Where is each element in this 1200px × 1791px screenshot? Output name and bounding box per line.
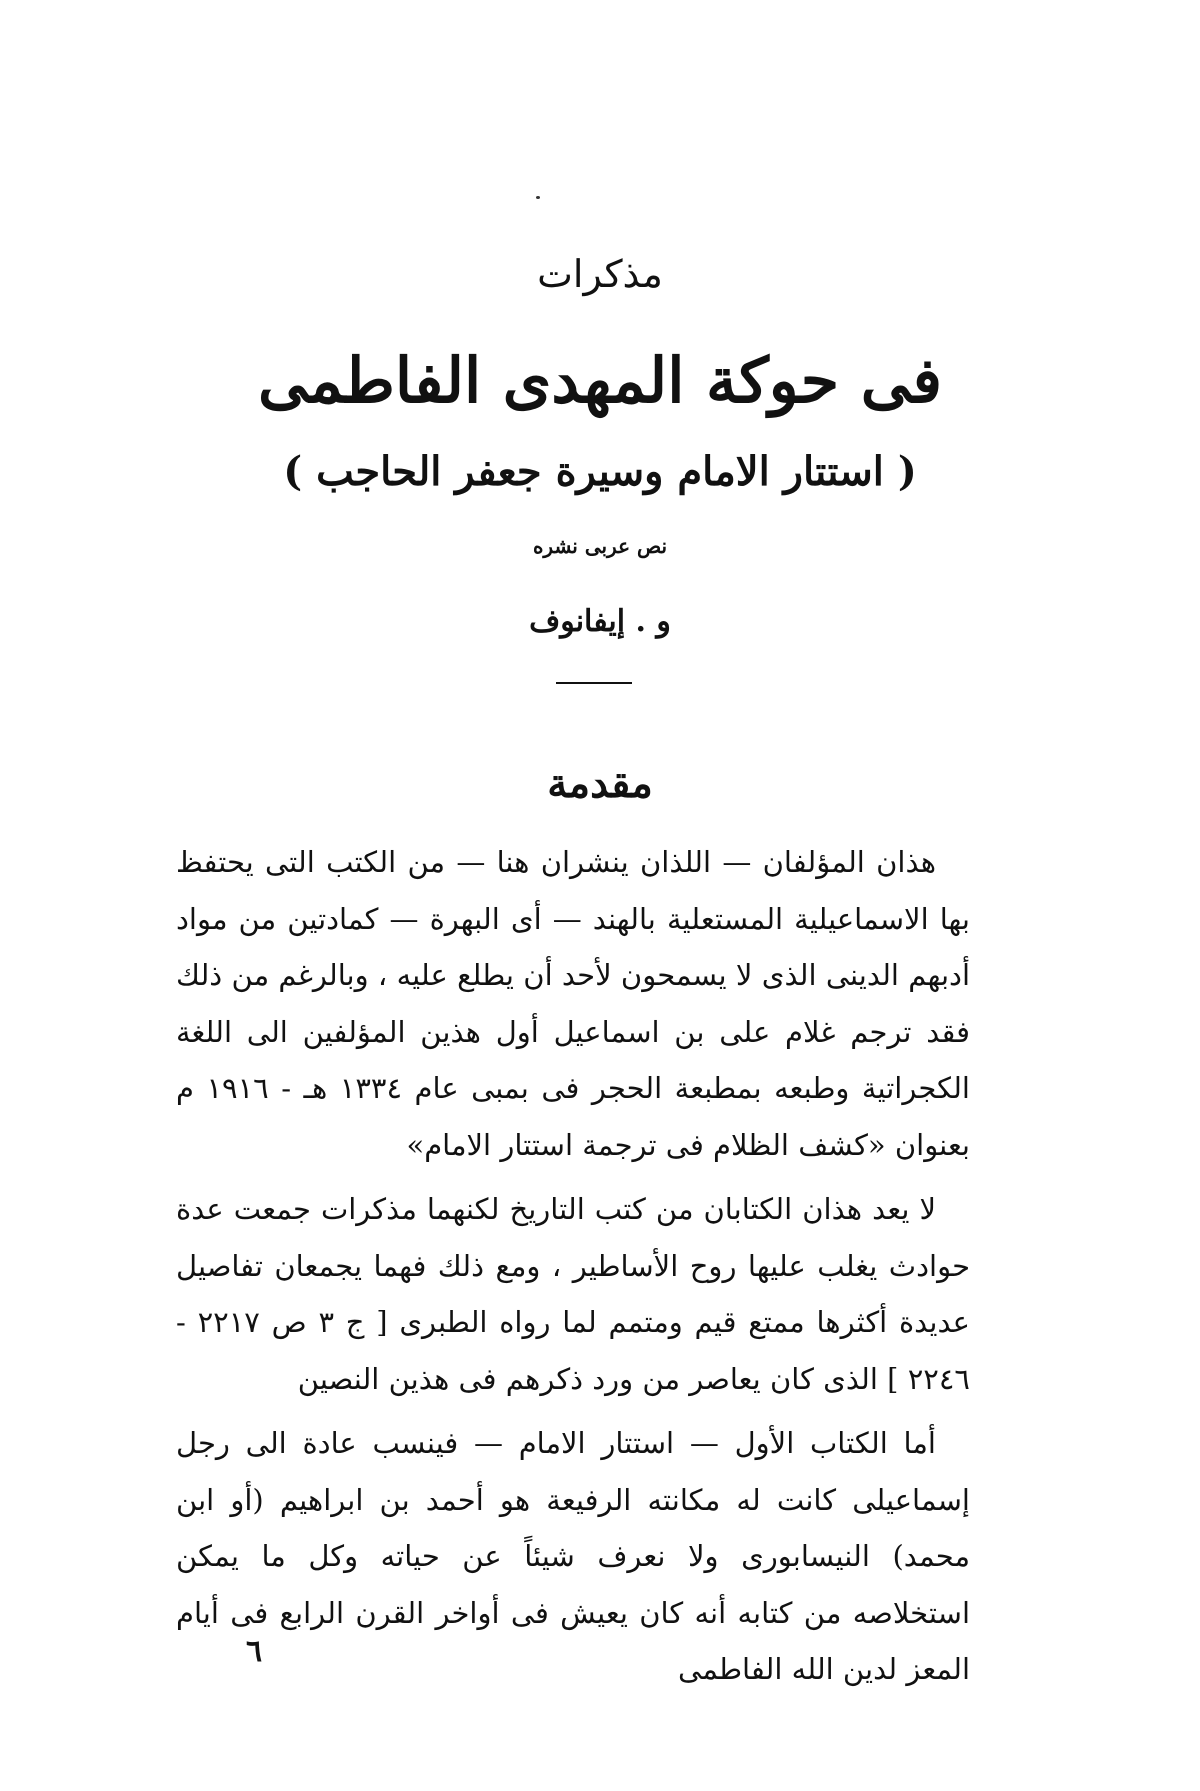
body-text xyxy=(176,834,970,1698)
paragraph: لا يعد هذان الكتابان من كتب التاريخ لكنهما مذكرات جمعت عدة حوادث يغلب عليها روح الأساطير ، ومع ذلك فهما يجمعان تفاصيل عديدة أكثرها ممتع قيم ومتمم لما رواه الطبرى [ ج ٣ ص ٢٢١٧ - ٢٢٤٦ ] الذى كان يعاصر من ورد ذكرهم فى هذين النصين xyxy=(176,1192,970,1396)
page-number: ٦ xyxy=(246,1634,263,1669)
paragraph: هذان المؤلفان — اللذان ينشران هنا — من الكتب التى يحتفظ بها الاسماعيلية المستعلية بالهند — أى البهرة — كمادتين من مواد أدبهم الدينى الذى لا يسمحون لأحد أن يطلع عليه ، وبالرغم من ذلك فقد ترجم غلام على بن اسماعيل أول هذين المؤلفين الى اللغة الكجراتية وطبعه بمطبعة الحجر فى بمبى عام ١٣٣٤ هـ - ١٩١٦ م بعنوان «كشف الظلام فى ترجمة استتار الامام» xyxy=(176,845,970,1162)
section-heading: مقدمة xyxy=(547,760,653,807)
page-subtitle: ( استتار الامام وسيرة جعفر الحاجب ) xyxy=(283,448,917,495)
ink-speck xyxy=(536,196,540,199)
title-divider xyxy=(556,682,632,684)
publication-note: نص عربى نشره xyxy=(532,534,668,558)
title-kicker: مذكرات xyxy=(537,252,663,296)
paragraph: أما الكتاب الأول — استتار الامام — فينسب عادة الى رجل إسماعيلى كانت له مكانته الرفيعة هو أحمد بن ابراهيم (أو ابن محمد) النيسابورى ولا نعرف شيئاً عن حياته وكل ما يمكن استخلاصه من كتابه أنه كان يعيش فى أواخر القرن الرابع فى أيام المعز لدين الله الفاطمى xyxy=(176,1426,970,1686)
page-title: فى حوكة المهدى الفاطمى xyxy=(257,344,943,417)
author-name: و . إيفانوف xyxy=(529,604,671,639)
